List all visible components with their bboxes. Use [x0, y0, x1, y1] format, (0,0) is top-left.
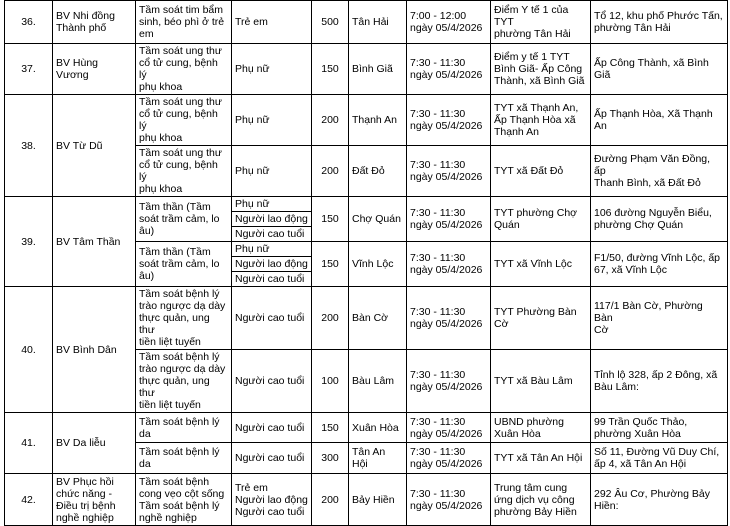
target-cell: Người cao tuổi — [232, 413, 312, 443]
target-cell: Người cao tuổi — [232, 227, 312, 242]
service-cell: Tầm soát bệnh lý da — [136, 413, 232, 443]
address-cell: F1/50, đường Vĩnh Lộc, ấp 67, xã Vĩnh Lộc — [591, 242, 728, 287]
address-cell: Số 11, Đường Vũ Duy Chí, ấp 4, xã Tân An Hội — [591, 443, 728, 474]
commune-cell: Xuân Hòa — [349, 413, 407, 443]
commune-cell: Vĩnh Lộc — [349, 242, 407, 287]
service-cell: Tầm soát bệnh cong vẹo cột sống Tầm soát bệnh lý nghề nghiệp — [136, 474, 232, 526]
time-cell: 7:30 - 11:30 ngày 05/4/2026 — [407, 287, 491, 350]
address-cell: 106 đường Nguyễn Biểu, phường Chợ Quán — [591, 197, 728, 242]
target-cell: Phụ nữ — [232, 242, 312, 257]
place-cell: TYT xã Thạnh An, Ấp Thạnh Hòa xã Thạnh An — [491, 95, 591, 146]
time-cell: 7:30 - 11:30 ngày 05/4/2026 — [407, 44, 491, 95]
row-number: 37. — [5, 44, 53, 95]
commune-cell: Đất Đỏ — [349, 146, 407, 197]
place-cell: TYT xã Vĩnh Lộc — [491, 242, 591, 287]
commune-cell: Thạnh An — [349, 95, 407, 146]
quantity-cell: 200 — [312, 474, 349, 526]
service-cell: Tầm thần (Tầm soát trầm cảm, lo âu) — [136, 197, 232, 242]
quantity-cell: 200 — [312, 146, 349, 197]
hospital-cell: BV Tâm Thần — [53, 197, 136, 287]
time-cell: 7:30 - 11:30 ngày 05/4/2026 — [407, 443, 491, 474]
commune-cell: Tân Hải — [349, 1, 407, 44]
hospital-cell: BV Phục hồi chức năng - Điều trị bệnh nghề nghiệp — [53, 474, 136, 526]
quantity-cell: 300 — [312, 443, 349, 474]
target-cell: Người cao tuổi — [232, 443, 312, 474]
target-cell: Người cao tuổi — [232, 287, 312, 350]
place-cell: Điểm y tế 1 TYT Bình Giã- Ấp Công Thành, xã Bình Giã — [491, 44, 591, 95]
row-number: 39. — [5, 197, 53, 287]
quantity-cell: 150 — [312, 44, 349, 95]
row-number: 42. — [5, 474, 53, 526]
quantity-cell: 500 — [312, 1, 349, 44]
table-row — [5, 287, 728, 350]
place-cell: TYT xã Bàu Lâm — [491, 350, 591, 413]
commune-cell: Bàn Cờ — [349, 287, 407, 350]
hospital-cell: BV Từ Dũ — [53, 95, 136, 197]
service-cell: Tầm soát ung thư cổ tử cung, bệnh lý phụ khoa — [136, 95, 232, 146]
row-number: 38. — [5, 95, 53, 197]
row-number: 41. — [5, 413, 53, 474]
place-cell: UBND phường Xuân Hòa — [491, 413, 591, 443]
quantity-cell: 200 — [312, 287, 349, 350]
commune-cell: Bảy Hiền — [349, 474, 407, 526]
time-cell: 7:30 - 11:30 ngày 05/4/2026 — [407, 413, 491, 443]
quantity-cell: 150 — [312, 413, 349, 443]
commune-cell: Bình Giã — [349, 44, 407, 95]
time-cell: 7:00 - 12:00 ngày 05/4/2026 — [407, 1, 491, 44]
hospital-cell: BV Da liễu — [53, 413, 136, 474]
hospital-cell: BV Nhi đồng Thành phố — [53, 1, 136, 44]
table-row — [5, 474, 728, 526]
target-cell: Trẻ em — [232, 1, 312, 44]
target-cell: Người cao tuổi — [232, 272, 312, 287]
hospital-cell: BV Bình Dân — [53, 287, 136, 413]
address-cell: Tổ 12, khu phố Phước Tấn, phường Tân Hải — [591, 1, 728, 44]
target-cell: Trẻ em Người lao động Người cao tuổi — [232, 474, 312, 526]
hospital-cell: BV Hùng Vương — [53, 44, 136, 95]
service-cell: Tầm soát tim bẩm sinh, béo phì ở trẻ em — [136, 1, 232, 44]
table-row — [5, 197, 728, 212]
quantity-cell: 150 — [312, 197, 349, 242]
commune-cell: Bàu Lâm — [349, 350, 407, 413]
target-cell: Người lao động — [232, 212, 312, 227]
schedule-table — [4, 0, 728, 526]
place-cell: TYT xã Tân An Hội — [491, 443, 591, 474]
table-row — [5, 413, 728, 443]
address-cell: Ấp Công Thành, xã Bình Giã — [591, 44, 728, 95]
row-number: 40. — [5, 287, 53, 413]
quantity-cell: 200 — [312, 95, 349, 146]
target-cell: Phụ nữ — [232, 146, 312, 197]
place-cell: TYT phường Chợ Quán — [491, 197, 591, 242]
time-cell: 7:30 - 11:30 ngày 05/4/2026 — [407, 242, 491, 287]
service-cell: Tầm soát ung thư cổ tử cung, bệnh lý phụ khoa — [136, 44, 232, 95]
time-cell: 7:30 - 11:30 ngày 05/4/2026 — [407, 146, 491, 197]
target-cell: Người cao tuổi — [232, 350, 312, 413]
time-cell: 7:30 - 11:30 ngày 05/4/2026 — [407, 350, 491, 413]
time-cell: 7:30 - 11:30 ngày 05/4/2026 — [407, 95, 491, 146]
address-cell: 99 Trần Quốc Thảo, phường Xuân Hòa — [591, 413, 728, 443]
place-cell: TYT xã Đất Đỏ — [491, 146, 591, 197]
address-cell: Ấp Thạnh Hòa, Xã Thạnh An — [591, 95, 728, 146]
target-cell: Phụ nữ — [232, 197, 312, 212]
time-cell: 7:30 - 11:30 ngày 05/4/2026 — [407, 197, 491, 242]
address-cell: Đường Phạm Văn Đồng, ấp Thanh Bình, xã Đất Đỏ — [591, 146, 728, 197]
commune-cell: Tân An Hội — [349, 443, 407, 474]
table-row — [5, 95, 728, 146]
service-cell: Tầm thần (Tầm soát trầm cảm, lo âu) — [136, 242, 232, 287]
row-number: 36. — [5, 1, 53, 44]
address-cell: 117/1 Bàn Cờ, Phường Bàn Cờ — [591, 287, 728, 350]
table-row — [5, 1, 728, 44]
service-cell: Tầm soát bệnh lý trào ngược dạ dày thực quản, ung thư tiền liệt tuyến — [136, 350, 232, 413]
quantity-cell: 100 — [312, 350, 349, 413]
target-cell: Phụ nữ — [232, 95, 312, 146]
target-cell: Người lao động — [232, 257, 312, 272]
service-cell: Tầm soát bệnh lý trào ngược dạ dày thực quản, ung thư tiền liệt tuyến — [136, 287, 232, 350]
commune-cell: Chợ Quán — [349, 197, 407, 242]
target-cell: Phụ nữ — [232, 44, 312, 95]
address-cell: Tỉnh lộ 328, ấp 2 Đông, xã Bàu Lâm: — [591, 350, 728, 413]
quantity-cell: 150 — [312, 242, 349, 287]
place-cell: Điểm Y tế 1 của TYT phường Tân Hải — [491, 1, 591, 44]
time-cell: 7:30 - 11:30 ngày 05/4/2026 — [407, 474, 491, 526]
place-cell: Trung tâm cung ứng dịch vụ công phường Bảy Hiền — [491, 474, 591, 526]
service-cell: Tầm soát ung thư cổ tử cung, bệnh lý phụ khoa — [136, 146, 232, 197]
place-cell: TYT Phường Bàn Cờ — [491, 287, 591, 350]
service-cell: Tầm soát bệnh lý da — [136, 443, 232, 474]
address-cell: 292 Âu Cơ, Phường Bảy Hiền: — [591, 474, 728, 526]
table-row — [5, 44, 728, 95]
